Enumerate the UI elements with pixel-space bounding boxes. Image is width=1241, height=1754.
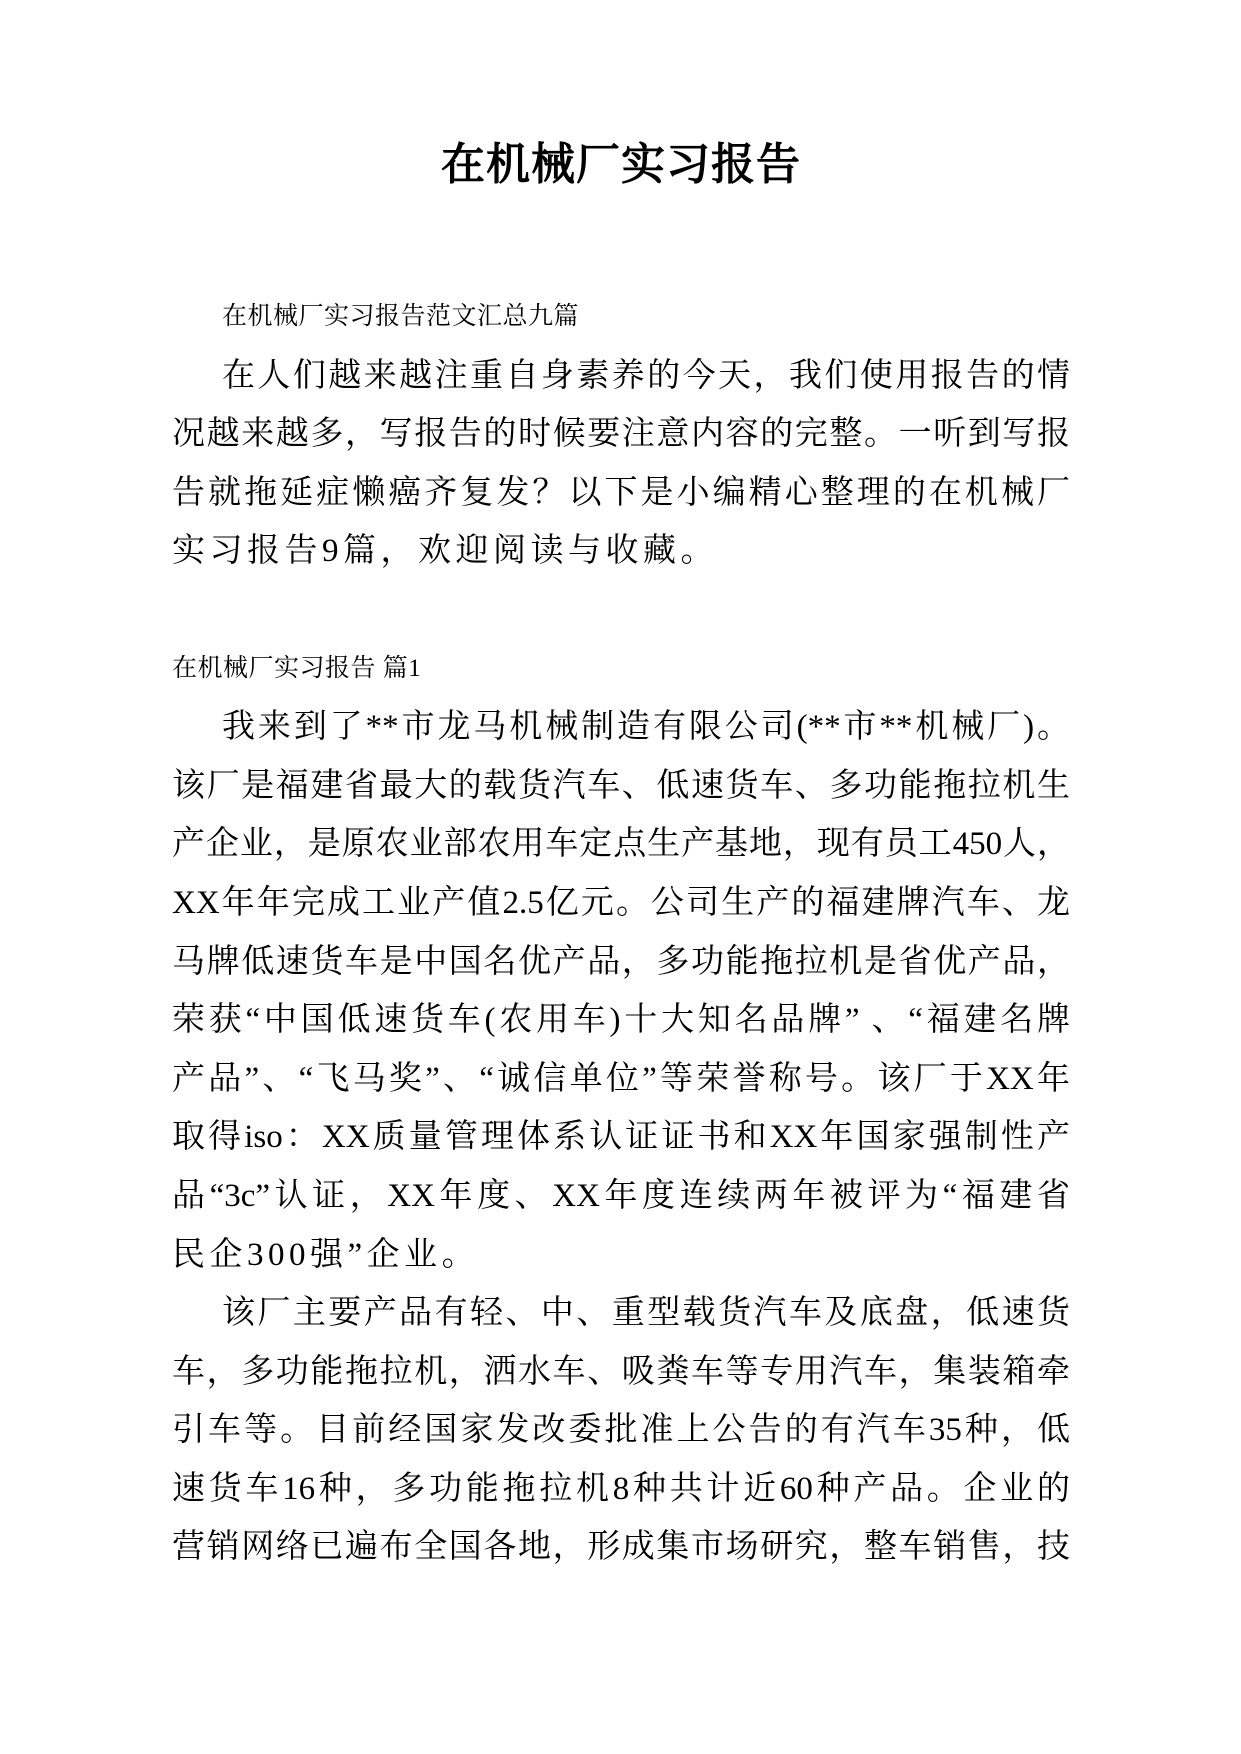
blank-line	[172, 581, 1070, 640]
paragraph	[172, 288, 1070, 347]
text-line: 取得iso：XX质量管理体系认证证书和XX年国家强制性产	[172, 1119, 1070, 1156]
text-line: 马牌低速货车是中国名优产品，多功能拖拉机是省优产品，	[172, 943, 1070, 980]
text-line: 实习报告9篇，欢迎阅读与收藏。	[172, 533, 718, 570]
text-line: 产品”、“飞马奖”、“诚信单位”等荣誉称号。该厂于XX年	[172, 1060, 1070, 1097]
document-content	[172, 130, 1070, 1577]
text-line: 况越来越多，写报告的时候要注意内容的完整。一听到写报	[172, 416, 1070, 453]
text-line: 速货车16种，多功能拖拉机8种共计近60种产品。企业的	[172, 1470, 1070, 1507]
section-heading-text: 在机械厂实习报告 篇1	[172, 654, 422, 682]
text-line: 车，多功能拖拉机，洒水车、吸粪车等专用汽车，集装箱牵	[172, 1353, 1070, 1390]
document-body	[172, 288, 1070, 1577]
text-line: 品“3c”认证，XX年度、XX年度连续两年被评为“福建省	[172, 1177, 1070, 1214]
text-line: 在机械厂实习报告范文汇总九篇	[222, 303, 580, 330]
paragraph	[172, 347, 1070, 581]
text-line: 我来到了**市龙马机械制造有限公司(**市**机械厂)。	[222, 709, 1070, 746]
text-line: 产企业，是原农业部农用车定点生产基地，现有员工450人，	[172, 826, 1070, 863]
text-line: 在人们越来越注重自身素养的今天，我们使用报告的情	[222, 357, 1070, 394]
text-line: XX年年完成工业产值2.5亿元。公司生产的福建牌汽车、龙	[172, 884, 1070, 921]
text-line: 该厂主要产品有轻、中、重型载货汽车及底盘，低速货	[222, 1295, 1070, 1332]
text-line: 荣获“中国低速货车(农用车)十大知名品牌” 、“福建名牌	[172, 1002, 1070, 1039]
text-line: 民企300强”企业。	[172, 1236, 480, 1273]
text-line: 营销网络已遍布全国各地，形成集市场研究，整车销售，技	[172, 1529, 1070, 1566]
paragraph	[172, 698, 1070, 1284]
document-title: 在机械厂实习报告	[441, 140, 801, 189]
paragraph	[172, 1284, 1070, 1577]
section-heading	[172, 640, 1070, 699]
text-line: 该厂是福建省最大的载货汽车、低速货车、多功能拖拉机生	[172, 767, 1070, 804]
text-line: 告就拖延症懒癌齐复发？以下是小编精心整理的在机械厂	[172, 474, 1070, 511]
text-line: 引车等。目前经国家发改委批准上公告的有汽车35种，低	[172, 1412, 1070, 1449]
